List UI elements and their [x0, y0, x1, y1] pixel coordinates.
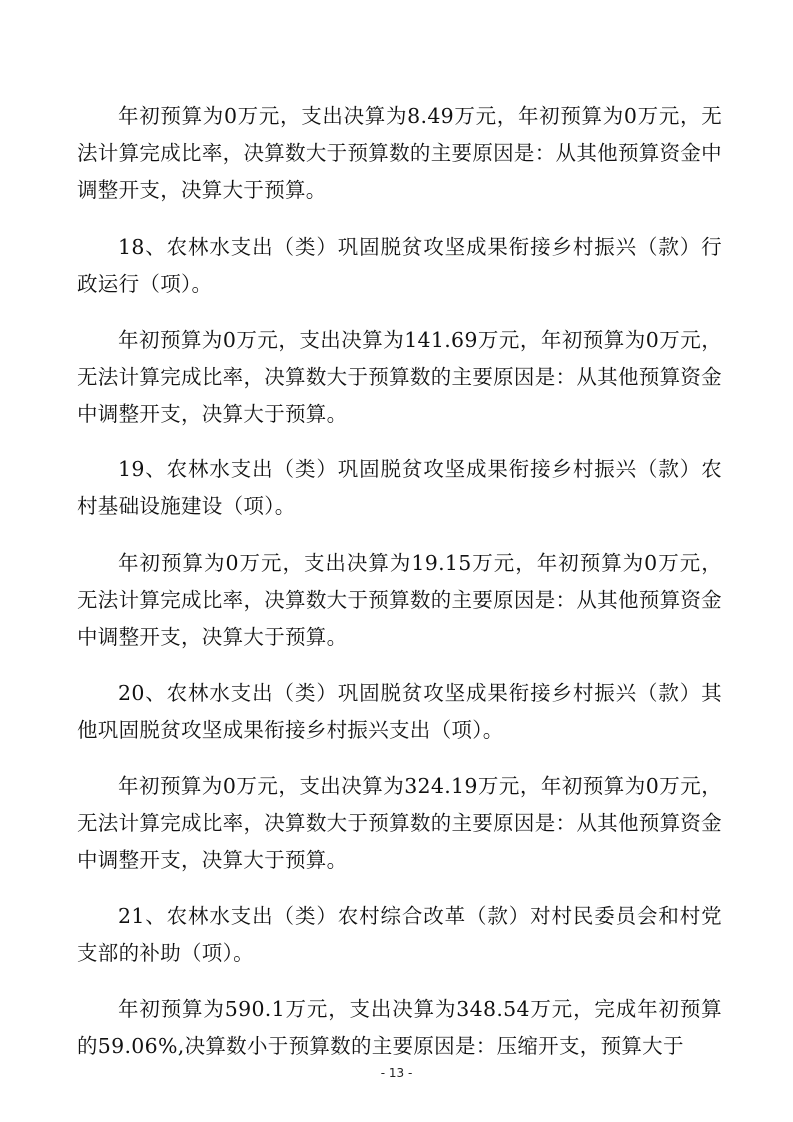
paragraph-item-20-heading: 20、农林水支出（类）巩固脱贫攻坚成果衔接乡村振兴（款）其他巩固脱贫攻坚成果衔接乡村振兴支出（项）。	[77, 681, 722, 742]
paragraph-budget-note-21: 年初预算为590.1万元，支出决算为348.54万元，完成年初预算的59.06%,决算数小于预算数的主要原因是：压缩开支，预算大于	[77, 997, 722, 1058]
paragraph-item-18-heading: 18、农林水支出（类）巩固脱贫攻坚成果衔接乡村振兴（款）行政运行（项）。	[77, 235, 722, 296]
paragraph-item-21-heading: 21、农林水支出（类）农村综合改革（款）对村民委员会和村党支部的补助（项）。	[77, 904, 722, 965]
paragraph-budget-note-19: 年初预算为0万元，支出决算为19.15万元，年初预算为0万元，无法计算完成比率，决算数大于预算数的主要原因是：从其他预算资金中调整开支，决算大于预算。	[77, 551, 722, 649]
paragraph-item-19-heading: 19、农林水支出（类）巩固脱贫攻坚成果衔接乡村振兴（款）农村基础设施建设（项）。	[77, 457, 722, 518]
paragraph-budget-note-17: 年初预算为0万元，支出决算为8.49万元，年初预算为0万元，无法计算完成比率，决算数大于预算数的主要原因是：从其他预算资金中调整开支，决算大于预算。	[77, 104, 722, 202]
page-number: - 13 -	[380, 1066, 413, 1080]
paragraph-budget-note-18: 年初预算为0万元，支出决算为141.69万元，年初预算为0万元，无法计算完成比率，决算数大于预算数的主要原因是：从其他预算资金中调整开支，决算大于预算。	[77, 328, 722, 426]
paragraph-budget-note-20: 年初预算为0万元，支出决算为324.19万元，年初预算为0万元，无法计算完成比率，决算数大于预算数的主要原因是：从其他预算资金中调整开支，决算大于预算。	[77, 774, 722, 872]
